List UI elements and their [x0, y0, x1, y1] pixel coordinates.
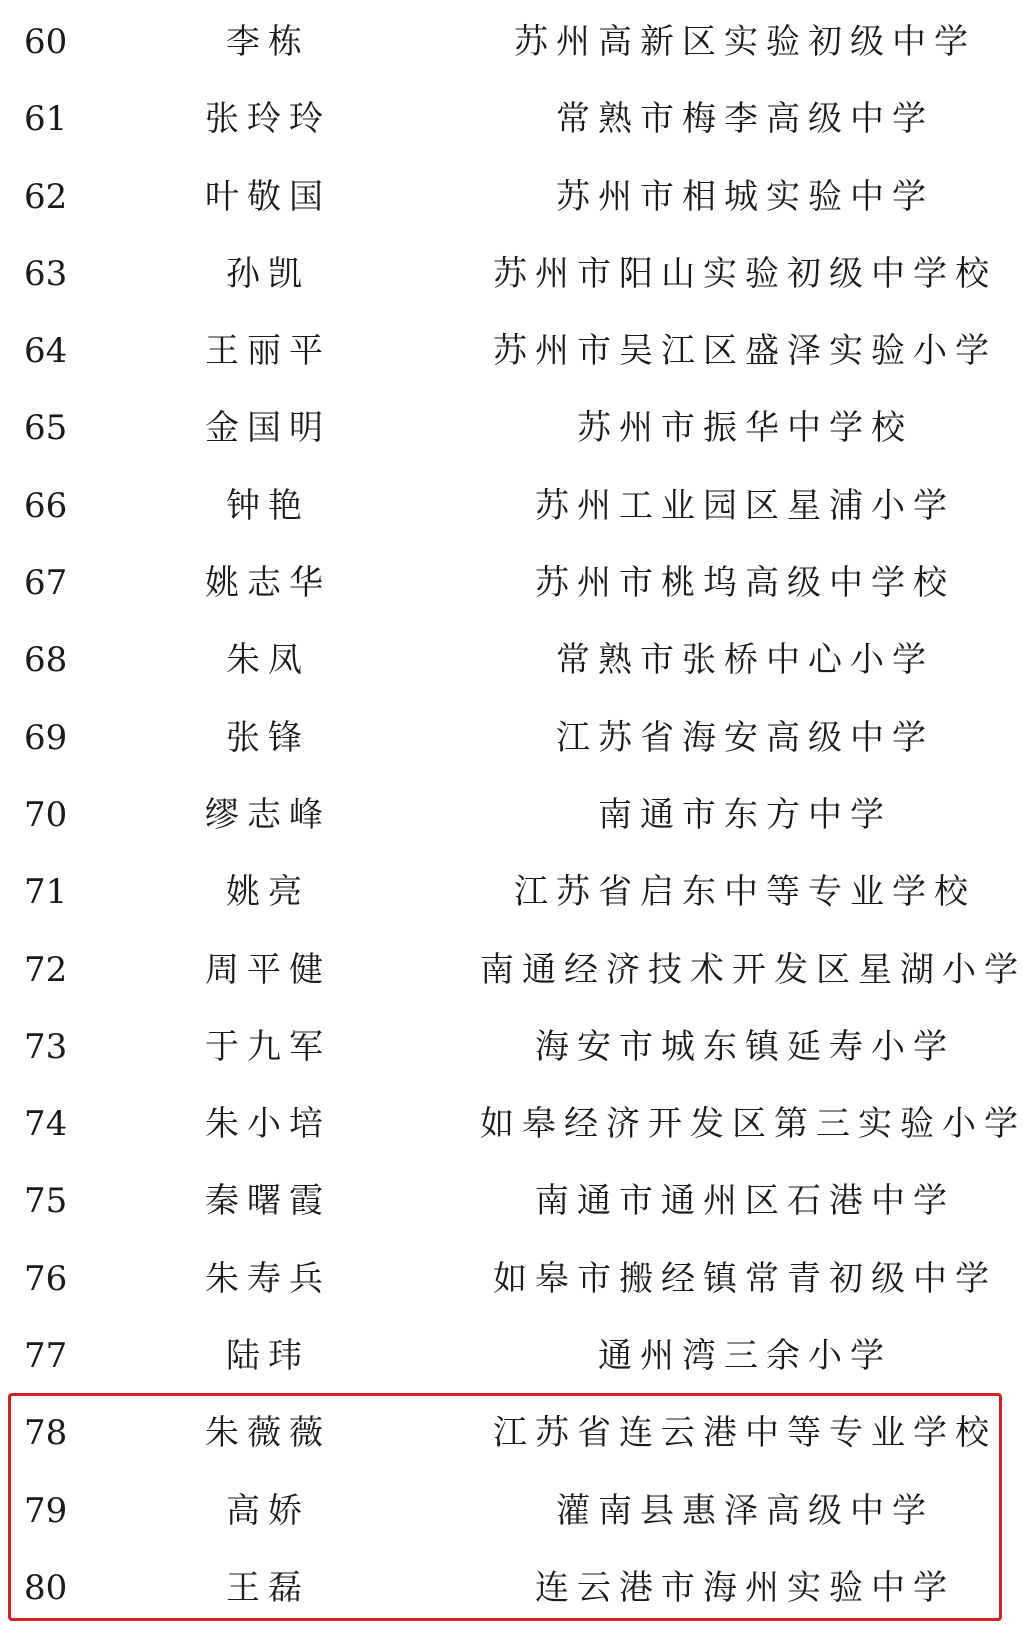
school-name: 苏州高新区实验初级中学	[514, 22, 976, 62]
person-name: 朱小培	[205, 1104, 331, 1145]
row-number: 62	[24, 176, 68, 217]
row-number: 79	[24, 1490, 68, 1531]
school-name: 南通经济技术开发区星湖小学	[480, 949, 1026, 990]
person-name: 高娇	[226, 1490, 310, 1531]
row-number: 64	[24, 331, 68, 372]
person-name: 王磊	[226, 1567, 310, 1608]
person-name: 张玲玲	[205, 99, 331, 140]
person-name: 金国明	[205, 408, 331, 449]
person-name: 缪志峰	[205, 794, 331, 835]
person-name: 陆玮	[226, 1336, 310, 1377]
table-row	[0, 390, 1035, 467]
row-number: 68	[24, 640, 68, 681]
table-row	[0, 159, 1035, 236]
row-number: 80	[24, 1567, 68, 1608]
row-number: 75	[24, 1181, 68, 1222]
table-row	[0, 1086, 1035, 1163]
row-number: 60	[24, 22, 68, 62]
school-name: 苏州市振华中学校	[577, 408, 913, 449]
school-name: 如皋经济开发区第三实验小学	[480, 1104, 1026, 1145]
person-name: 姚亮	[226, 872, 310, 913]
person-name: 叶敬国	[205, 176, 331, 217]
school-name: 如皋市搬经镇常青初级中学	[493, 1258, 997, 1299]
school-name: 连云港市海州实验中学	[535, 1567, 955, 1608]
person-name: 周平健	[205, 949, 331, 990]
row-number: 70	[24, 794, 68, 835]
school-name: 海安市城东镇延寿小学	[535, 1026, 955, 1067]
person-name: 王丽平	[205, 331, 331, 372]
school-name: 南通市东方中学	[598, 794, 892, 835]
school-name: 灌南县惠泽高级中学	[556, 1490, 934, 1531]
person-name: 朱寿兵	[205, 1258, 331, 1299]
table-row	[0, 313, 1035, 390]
name-list-table	[0, 4, 1035, 1627]
person-name: 孙凯	[226, 253, 310, 294]
table-row	[0, 236, 1035, 313]
person-name: 张锋	[226, 717, 310, 758]
school-name: 南通市通州区石港中学	[535, 1181, 955, 1222]
table-row	[0, 1241, 1035, 1318]
school-name: 苏州市桃坞高级中学校	[535, 563, 955, 604]
table-row	[0, 81, 1035, 158]
school-name: 江苏省连云港中等专业学校	[493, 1413, 997, 1454]
row-number: 63	[24, 253, 68, 294]
person-name: 朱薇薇	[205, 1413, 331, 1454]
table-row-highlighted	[0, 1550, 1035, 1627]
table-row-highlighted	[0, 1473, 1035, 1550]
school-name: 江苏省启东中等专业学校	[514, 872, 976, 913]
table-row	[0, 777, 1035, 854]
table-row	[0, 854, 1035, 931]
row-number: 74	[24, 1104, 68, 1145]
school-name: 苏州市阳山实验初级中学校	[493, 253, 997, 294]
school-name: 常熟市梅李高级中学	[556, 99, 934, 140]
table-row	[0, 700, 1035, 777]
person-name: 秦曙霞	[205, 1181, 331, 1222]
row-number: 72	[24, 949, 68, 990]
school-name: 常熟市张桥中心小学	[556, 640, 934, 681]
table-row	[0, 468, 1035, 545]
row-number: 76	[24, 1258, 68, 1299]
row-number: 65	[24, 408, 68, 449]
row-number: 69	[24, 717, 68, 758]
row-number: 61	[24, 99, 68, 140]
school-name: 苏州市吴江区盛泽实验小学	[493, 331, 997, 372]
person-name: 于九军	[205, 1026, 331, 1067]
school-name: 江苏省海安高级中学	[556, 717, 934, 758]
table-row-highlighted	[0, 1395, 1035, 1472]
person-name: 钟艳	[226, 485, 310, 526]
table-row	[0, 1163, 1035, 1240]
row-number: 71	[24, 872, 68, 913]
table-row	[0, 4, 1035, 81]
school-name: 通州湾三余小学	[598, 1336, 892, 1377]
row-number: 73	[24, 1026, 68, 1067]
table-row	[0, 1318, 1035, 1395]
school-name: 苏州工业园区星浦小学	[535, 485, 955, 526]
table-row	[0, 932, 1035, 1009]
school-name: 苏州市相城实验中学	[556, 176, 934, 217]
row-number: 77	[24, 1336, 68, 1377]
table-row	[0, 622, 1035, 699]
person-name: 朱凤	[226, 640, 310, 681]
row-number: 67	[24, 563, 68, 604]
row-number: 78	[24, 1413, 68, 1454]
table-row	[0, 1009, 1035, 1086]
row-number: 66	[24, 485, 68, 526]
person-name: 姚志华	[205, 563, 331, 604]
person-name: 李栋	[226, 22, 310, 62]
table-row	[0, 545, 1035, 622]
